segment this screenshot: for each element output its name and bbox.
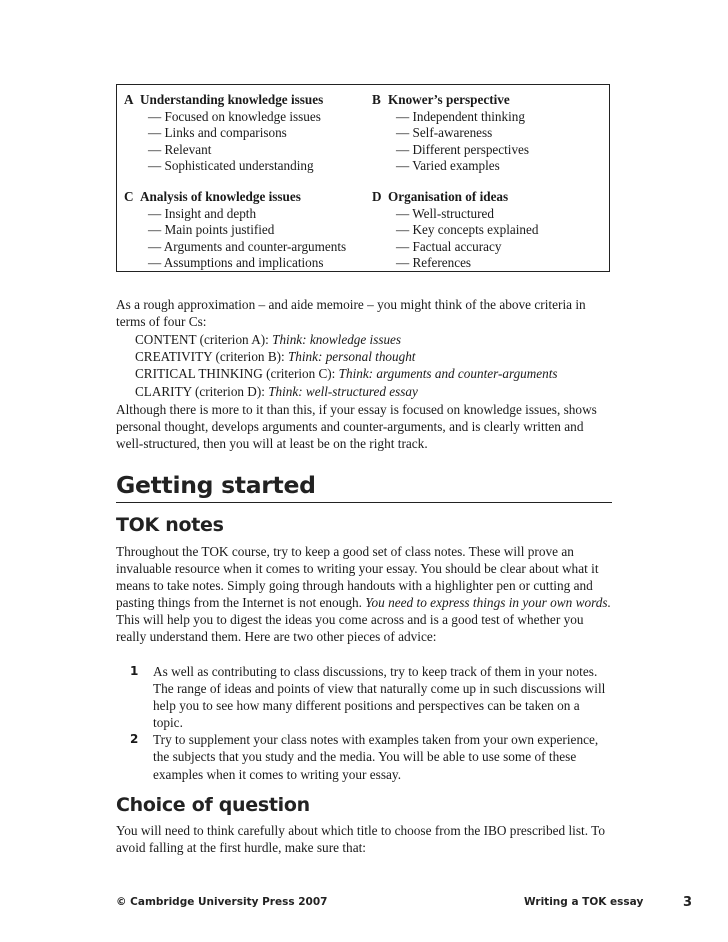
page-number: 3 <box>683 895 693 910</box>
four-cs-item <box>135 348 558 365</box>
criterion-item: — Key concepts explained <box>372 222 538 239</box>
criterion-c <box>124 189 346 272</box>
criterion-b-title <box>372 92 529 109</box>
criterion-title-text: Knower’s perspective <box>388 92 510 107</box>
criterion-title-text: Analysis of knowledge issues <box>140 189 301 204</box>
four-cs-item <box>135 383 558 400</box>
advice-item <box>116 731 612 782</box>
summary-paragraph: Although there is more to it than this, if your essay is focused on knowledge issues, shows personal thought, develops arguments and counter-arguments, and is clearly written and well-structured, then you will at least be on the right track. <box>116 402 597 452</box>
criterion-item: — References <box>372 255 538 272</box>
notes-text: This will help you to digest the ideas you come across and is a good test of whether you really understand them. Here are two other pieces of advice: <box>116 612 584 645</box>
criterion-a-title <box>124 92 323 109</box>
footer-copyright: © Cambridge University Press 2007 <box>116 896 328 908</box>
subheading-choice-of-question: Choice of question <box>116 794 310 816</box>
choice-paragraph: You will need to think carefully about which title to choose from the IBO prescribed list. To avoid falling at the first hurdle, make sure that: <box>116 823 605 856</box>
criterion-a <box>124 92 323 175</box>
criterion-b <box>372 92 529 175</box>
criterion-title-text: Understanding knowledge issues <box>140 92 324 107</box>
subheading-tok-notes: TOK notes <box>116 514 224 536</box>
cs-think: Think: arguments and counter-arguments <box>338 366 558 382</box>
criterion-letter: A <box>124 92 134 107</box>
criterion-item: — Different perspectives <box>372 142 529 159</box>
criterion-item: — Well-structured <box>372 206 538 223</box>
advice-text: Try to supplement your class notes with examples taken from your own experience, the subjects that you study and the media. You will be able to use some of these examples when it comes to writing your essay. <box>153 732 599 782</box>
cs-think: Think: well-structured essay <box>268 383 418 399</box>
notes-italic-text: You need to express things in your own words. <box>365 595 611 611</box>
footer-book-title: Writing a TOK essay <box>524 896 644 908</box>
advice-list <box>116 663 612 783</box>
criterion-item: — Factual accuracy <box>372 239 538 256</box>
four-cs-list <box>135 331 558 400</box>
criterion-item: — Focused on knowledge issues <box>124 109 323 126</box>
criterion-letter: B <box>372 92 381 107</box>
cs-think: Think: knowledge issues <box>272 332 402 347</box>
criterion-title-text: Organisation of ideas <box>388 189 509 204</box>
advice-number: 1 <box>130 664 139 678</box>
four-cs-item <box>135 365 558 382</box>
criterion-item: — Self-awareness <box>372 125 529 142</box>
intro-paragraph: As a rough approximation – and aide memoire – you might think of the above criteria in terms of four Cs: <box>116 297 586 330</box>
advice-item <box>116 663 612 731</box>
cs-label: CREATIVITY (criterion B): <box>135 349 285 365</box>
cs-label: CRITICAL THINKING (criterion C): <box>135 366 336 382</box>
criterion-item: — Insight and depth <box>124 206 346 223</box>
criterion-item: — Relevant <box>124 142 323 159</box>
criterion-item: — Assumptions and implications <box>124 255 346 272</box>
criterion-letter: C <box>124 189 134 204</box>
criterion-item: — Links and comparisons <box>124 125 323 142</box>
cs-label: CONTENT (criterion A): <box>135 332 269 347</box>
cs-label: CLARITY (criterion D): <box>135 383 265 399</box>
criterion-d <box>372 189 538 272</box>
four-cs-item <box>135 331 558 348</box>
criterion-item: — Varied examples <box>372 158 529 175</box>
section-heading: Getting started <box>116 471 612 503</box>
tok-notes-paragraph <box>116 543 612 646</box>
criterion-letter: D <box>372 189 382 204</box>
criterion-item: — Sophisticated understanding <box>124 158 323 175</box>
criterion-item: — Independent thinking <box>372 109 529 126</box>
notes-text: Throughout the TOK course, try to keep a good set of class notes. These will prove an invaluable resource when it comes to writing your essay. You should be clear about what it means to take notes. Simply going through handouts with a highlighter pen or cutting and pasting things from the Internet is not enough. <box>116 544 599 611</box>
cs-think: Think: personal thought <box>287 349 416 365</box>
criterion-item: — Main points justified <box>124 222 346 239</box>
criterion-c-title <box>124 189 346 206</box>
criterion-d-title <box>372 189 538 206</box>
advice-number: 2 <box>130 732 139 747</box>
criterion-item: — Arguments and counter-arguments <box>124 239 346 256</box>
advice-text: As well as contributing to class discussions, try to keep track of them in your notes. The range of ideas and points of view that naturally come up in such discussions will help you to see how many different positions and perspectives can be taken on a topic. <box>153 664 606 731</box>
